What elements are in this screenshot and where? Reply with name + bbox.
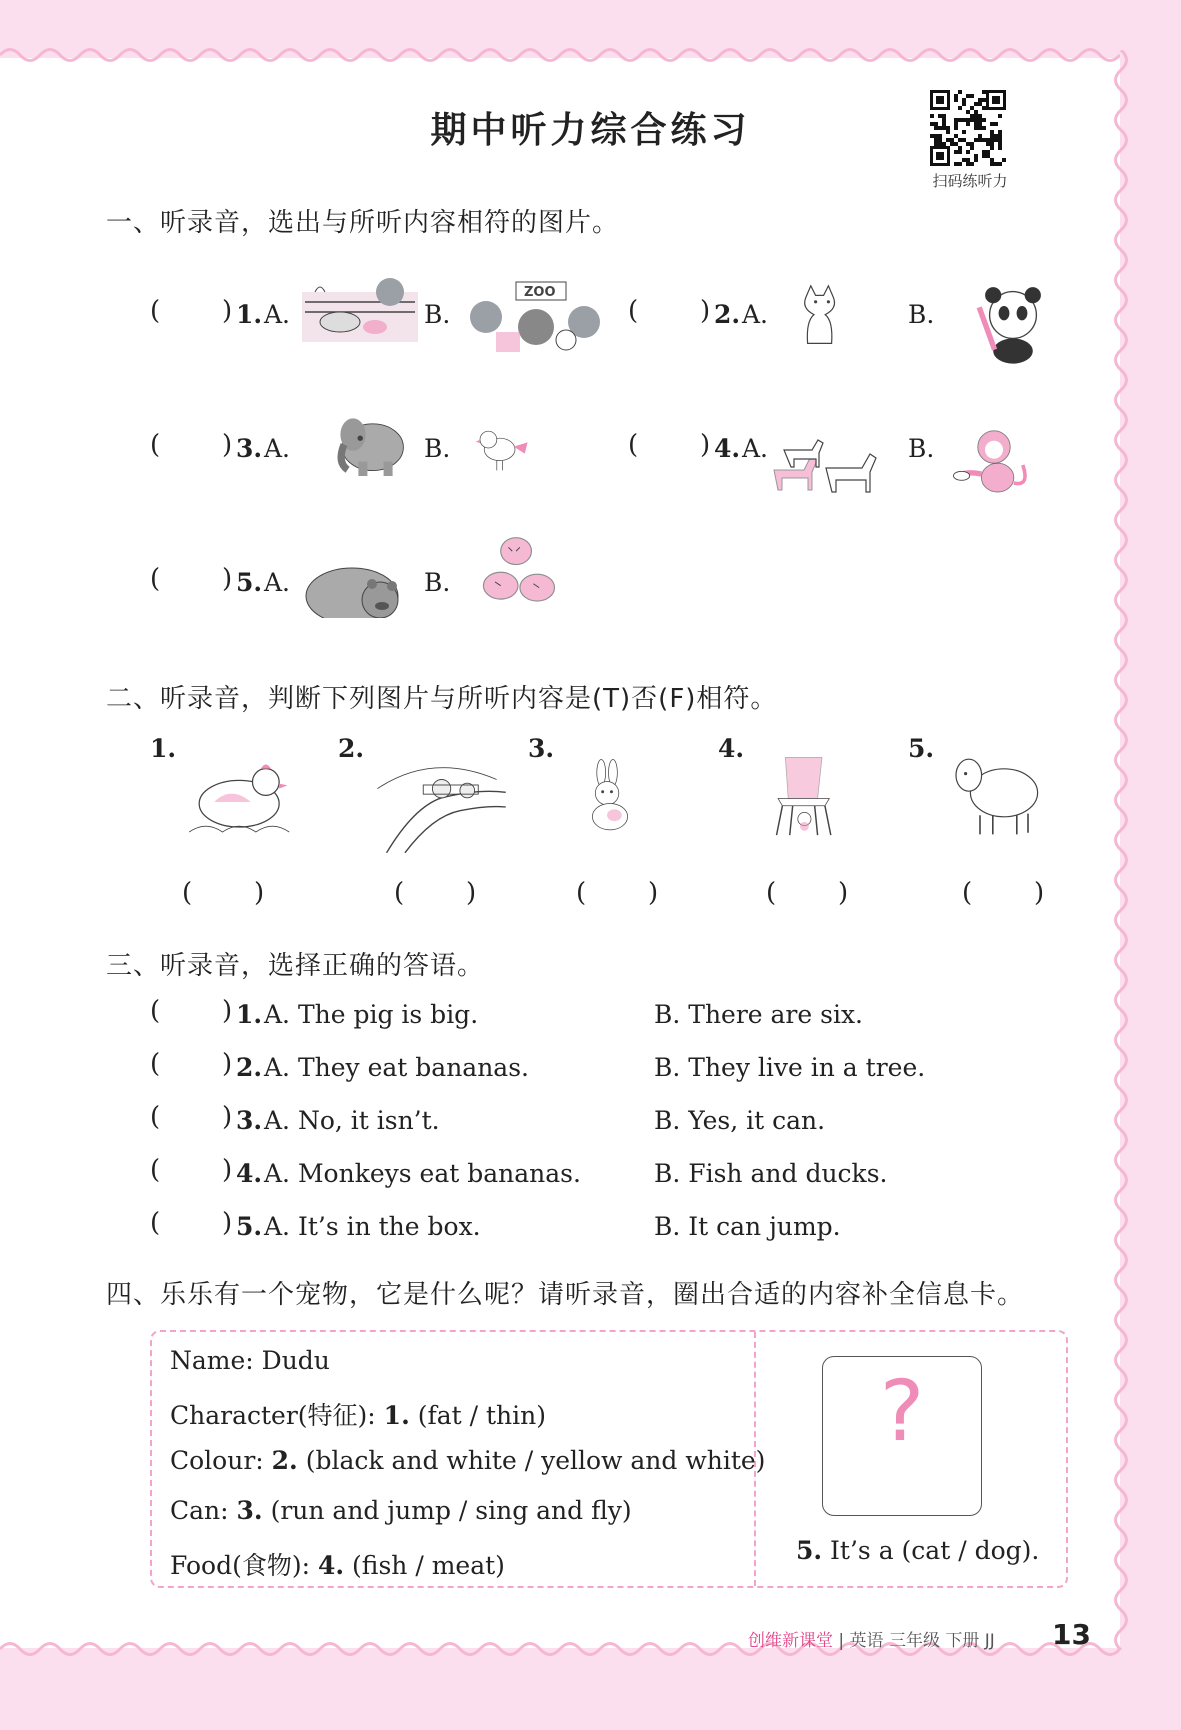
question-number: 5. [908,734,935,763]
question-number: 3. [528,734,555,763]
answer-blank[interactable] [198,880,248,910]
option-b-label: B. [908,434,935,463]
paren-close: ) [222,1208,233,1238]
paren-close: ) [222,296,233,326]
question-number: 4. [236,1159,263,1188]
pet-options[interactable]: It’s a (cat / dog). [822,1536,1040,1565]
answer-blank[interactable] [166,1159,216,1189]
paren-close: ) [466,878,477,908]
question-number: 2. [338,734,365,763]
panda-icon[interactable] [968,276,1058,376]
answer-blank[interactable] [782,880,832,910]
pet-answer-line [796,1536,1039,1565]
river-scene-icon[interactable] [362,752,512,866]
question-number: 1. [150,734,177,763]
paren-close: ) [838,878,849,908]
qr-label: 扫码练听力 [932,172,1008,190]
question-number: 3. [236,1106,263,1135]
option-b-label: B. [424,568,451,597]
paren-open: ( [150,430,161,460]
paren-open: ( [628,430,639,460]
option-b-label: B. [424,300,451,329]
answer-blank[interactable] [166,1000,216,1030]
question-number: 2. [271,1446,298,1475]
option-a-label: A. [264,434,291,463]
cat-icon[interactable] [790,276,870,370]
paren-close: ) [254,878,265,908]
paren-close: ) [700,430,711,460]
option-b-text: B. Fish and ducks. [654,1159,888,1188]
paren-close: ) [222,564,233,594]
section-2-heading: 二、听录音，判断下列图片与所听内容是(T)否(F)相符。 [106,684,778,714]
section-3-heading: 三、听录音，选择正确的答语。 [106,951,485,981]
answer-blank[interactable] [592,880,642,910]
option-a-text: A. No, it isn’t. [264,1106,440,1135]
paren-close: ) [222,1049,233,1079]
farm-scene-icon[interactable] [300,262,420,346]
paren-close: ) [700,296,711,326]
page-title: 期中听力综合练习 [430,110,751,151]
card-character-line [170,1396,546,1432]
question-number: 1. [383,1401,410,1430]
question-number: 5. [236,1212,263,1241]
paren-open: ( [182,878,193,908]
rabbit-icon[interactable] [566,748,676,860]
right-wave-border [1108,50,1134,1650]
answer-blank[interactable] [166,434,216,464]
paren-open: ( [394,878,405,908]
character-options[interactable]: (fat / thin) [417,1401,547,1430]
monkey-icon[interactable] [944,420,1044,514]
question-number: 1. [236,1000,263,1029]
option-a-text: A. It’s in the box. [264,1212,481,1241]
paren-close: ) [222,1155,233,1185]
card-label: Colour: [170,1446,272,1475]
answer-blank[interactable] [978,880,1028,910]
answer-blank[interactable] [166,568,216,598]
option-b-text: B. There are six. [654,1000,863,1029]
card-colour-line [170,1446,765,1475]
footer-info: | 英语 三年级 下册 JJ [838,1631,995,1651]
colour-options[interactable]: (black and white / yellow and white) [305,1446,766,1475]
answer-blank[interactable] [166,300,216,330]
top-wave-border [0,44,1120,66]
question-number: 4. [718,734,745,763]
hen-icon[interactable] [160,752,310,856]
chair-icon[interactable] [756,736,866,862]
elephant-icon[interactable] [324,404,418,498]
option-b-text: B. It can jump. [654,1212,841,1241]
option-b-label: B. [424,434,451,463]
card-name-line: Name: Dudu [170,1346,330,1375]
paren-open: ( [150,996,161,1026]
paren-open: ( [150,1049,161,1079]
card-can-line [170,1496,632,1525]
paren-close: ) [1034,878,1045,908]
paren-open: ( [628,296,639,326]
paren-open: ( [150,1155,161,1185]
sheep-icon[interactable] [940,736,1060,860]
question-number: 2. [714,300,741,329]
option-a-label: A. [264,300,291,329]
horses-icon[interactable] [764,430,914,510]
zoo-scene-icon[interactable] [456,272,616,360]
option-b-text: B. They live in a tree. [654,1053,926,1082]
answer-blank[interactable] [410,880,460,910]
question-mark-icon: ? [879,1362,925,1460]
food-options[interactable]: (fish / meat) [352,1551,505,1580]
answer-blank[interactable] [166,1106,216,1136]
option-a-text: A. The pig is big. [264,1000,479,1029]
option-a-label: A. [264,568,291,597]
tigers-icon[interactable] [468,530,568,630]
page-number: 13 [1052,1618,1091,1651]
paren-close: ) [222,1102,233,1132]
svg-text:ZOO: ZOO [524,285,556,300]
section-1-heading: 一、听录音，选出与所听内容相符的图片。 [106,208,620,238]
paren-open: ( [150,296,161,326]
footer [748,1626,995,1651]
option-a-text: A. Monkeys eat bananas. [264,1159,581,1188]
paren-close: ) [222,430,233,460]
question-number: 4. [317,1551,345,1580]
option-b-text: B. Yes, it can. [654,1106,826,1135]
question-number: 1. [236,300,263,329]
question-number: 5. [236,568,263,597]
paren-open: ( [150,564,161,594]
question-number: 4. [714,434,741,463]
section-4-heading: 四、乐乐有一个宠物，它是什么呢？请听录音，圈出合适的内容补全信息卡。 [106,1280,1025,1310]
paren-close: ) [222,996,233,1026]
footer-brand: 创维新课堂 [748,1631,833,1651]
bird-icon[interactable] [468,420,548,494]
option-a-label: A. [742,300,769,329]
question-number: 2. [236,1053,263,1082]
bear-icon[interactable] [300,546,420,622]
question-number: 3. [236,1496,263,1525]
answer-blank[interactable] [166,1212,216,1242]
paren-open: ( [576,878,587,908]
answer-blank[interactable] [644,300,694,330]
paren-open: ( [150,1208,161,1238]
paren-close: ) [648,878,659,908]
option-b-label: B. [908,300,935,329]
answer-blank[interactable] [644,434,694,464]
card-food-line [170,1546,505,1582]
paren-open: ( [150,1102,161,1132]
card-label: Food(食物): [170,1551,318,1580]
option-a-text: A. They eat bananas. [264,1053,529,1082]
card-label: Can: [170,1496,237,1525]
option-a-label: A. [742,434,769,463]
question-number: 3. [236,434,263,463]
card-label: Character(特征): [170,1401,384,1430]
answer-blank[interactable] [166,1053,216,1083]
paren-open: ( [766,878,777,908]
qr-code-icon[interactable] [928,88,1008,168]
question-number: 5. [796,1536,823,1565]
paren-open: ( [962,878,973,908]
ability-options[interactable]: (run and jump / sing and fly) [270,1496,632,1525]
